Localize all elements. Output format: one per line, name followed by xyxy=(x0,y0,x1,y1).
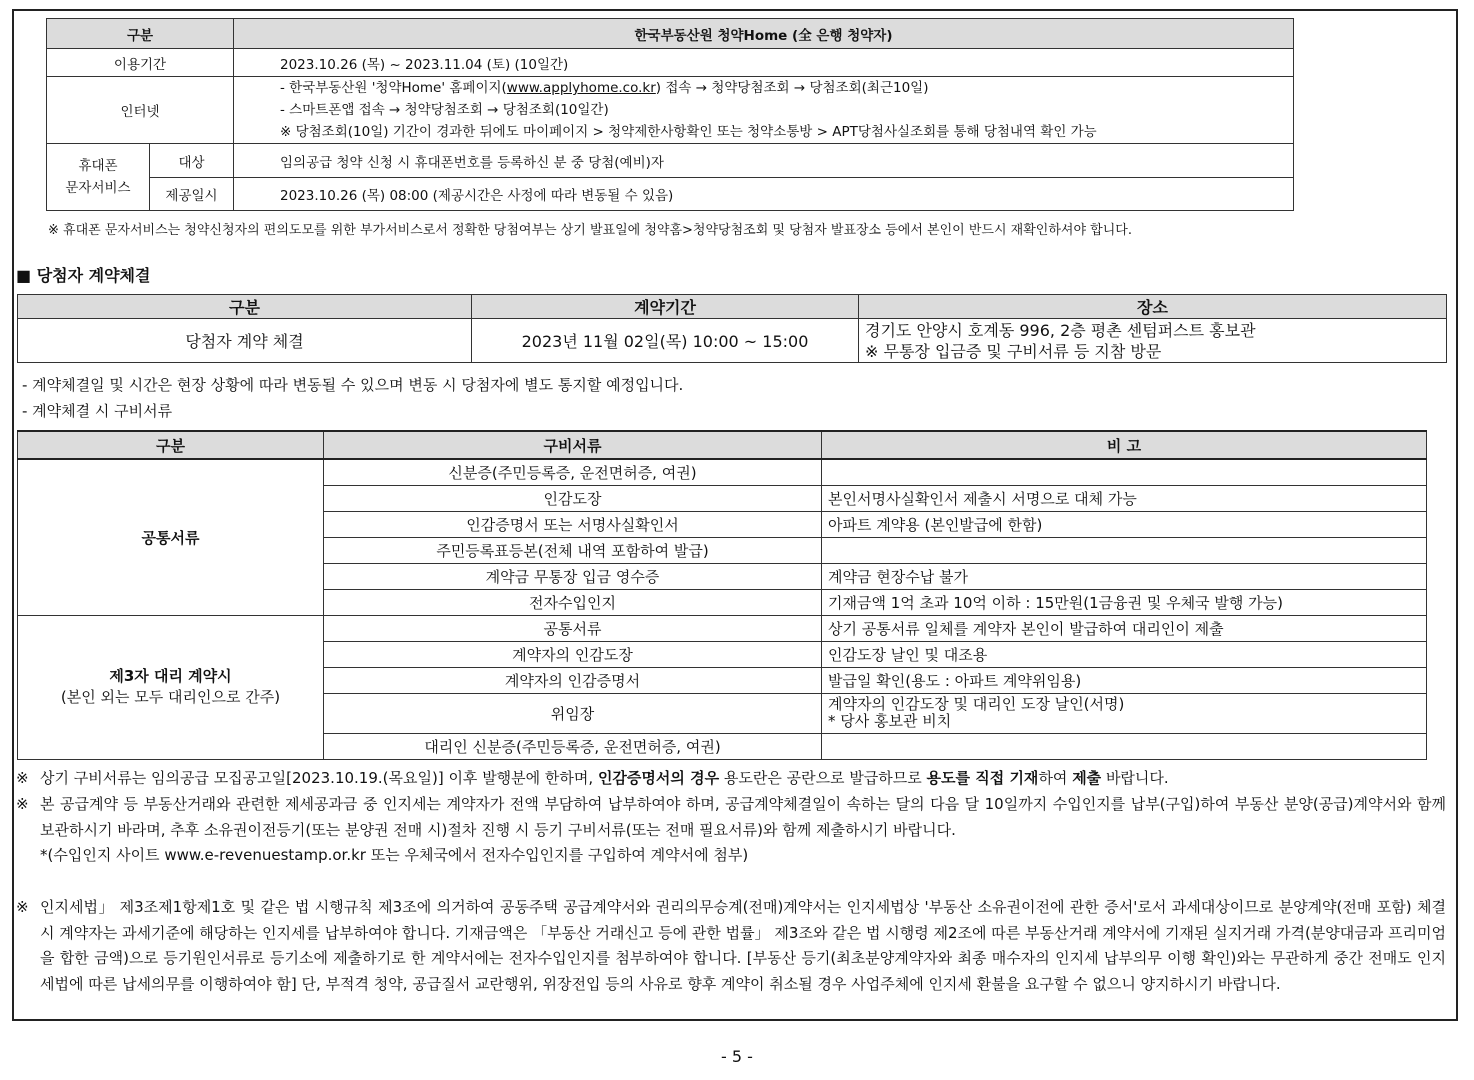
note-cell xyxy=(822,733,1427,759)
note-cell: 인감도장 날인 및 대조용 xyxy=(822,641,1427,667)
contract-header-period: 계약기간 xyxy=(472,295,859,319)
sms-label-1: 휴대폰 xyxy=(78,158,118,174)
note-mark: ※ xyxy=(16,898,29,916)
fn1-f: 제출 xyxy=(1072,769,1102,787)
note-cell xyxy=(822,693,1427,733)
sms-label xyxy=(47,144,150,211)
note-mark: ※ xyxy=(16,769,29,787)
note-line2: * 당사 홍보관 비치 xyxy=(828,712,952,730)
footnote-1 xyxy=(16,766,1446,792)
doc-cell: 공통서류 xyxy=(324,615,822,641)
doc-cell: 대리인 신분증(주민등록증, 운전면허증, 여권) xyxy=(324,733,822,759)
note-cell: 계약금 현장수납 불가 xyxy=(822,563,1427,589)
group-common-label: 공통서류 xyxy=(18,459,324,615)
note-cell: 아파트 계약용 (본인발급에 한함) xyxy=(822,511,1427,537)
sms-label-2: 문자서비스 xyxy=(65,180,131,196)
target-value: 임의공급 청약 신청 시 휴대폰번호를 등록하신 분 중 당첨(예비)자 xyxy=(234,144,1294,178)
note-cell xyxy=(822,537,1427,563)
doc-cell: 위임장 xyxy=(324,693,822,733)
doc-cell: 주민등록표등본(전체 내역 포함하여 발급) xyxy=(324,537,822,563)
header-applyhome: 한국부동산원 청약Home (全 은행 청약자) xyxy=(234,19,1294,49)
note-cell: 상기 공통서류 일체를 계약자 본인이 발급하여 대리인이 제출 xyxy=(822,615,1427,641)
doc-cell: 신분증(주민등록증, 운전면허증, 여권) xyxy=(324,459,822,485)
contract-period: 2023년 11월 02일(목) 10:00 ~ 15:00 xyxy=(472,319,859,363)
doc-cell: 계약자의 인감도장 xyxy=(324,641,822,667)
sms-note: ※ 휴대폰 문자서비스는 청약신청자의 편의도모를 위한 부가서비스로서 정확한 당첨여부는 상기 발표일에 청약홈>청약당첨조회 및 당첨자 발표장소 등에서 본인이 반드시 재확인하셔야 합니다. xyxy=(48,223,1132,238)
doc-cell: 인감도장 xyxy=(324,485,822,511)
section-title: ■ 당첨자 계약체결 xyxy=(16,266,151,285)
fn1-b: 인감증명서의 경우 xyxy=(597,769,720,787)
contract-place-line1: 경기도 안양시 호계동 996, 2층 평촌 센텀퍼스트 홍보관 xyxy=(865,320,1256,340)
date-value: 2023.10.26 (목) 08:00 (제공시간은 사정에 따라 변동될 수 있음) xyxy=(234,178,1294,211)
contract-place-line2: ※ 무통장 입금증 및 구비서류 등 지참 방문 xyxy=(865,341,1162,361)
contract-table xyxy=(17,294,1447,363)
footnote-2 xyxy=(16,792,1446,843)
fn2-text: 본 공급계약 등 부동산거래와 관련한 제세공과금 중 인지세는 계약자가 전액 부담하여 납부하여야 하며, 공급계약체결일이 속하는 달의 다음 달 10일까지 수입인지를 납부(구입)하여 부동산 분양(공급)계약서와 함께 보관하시기 바라며, 추후 소유권이전등기(또는 분양권 전매 시)절차 진행 시 등기 구비서류(또는 전매 필요서류)와 함께 제출하시기 바랍니다. xyxy=(40,795,1446,839)
fn2-sub-text: *(수입인지 사이트 www.e-revenuestamp.or.kr 또는 우체국에서 전자수입인지를 구입하여 계약서에 첨부) xyxy=(40,846,749,864)
dash-note-1: - 계약체결일 및 시간은 현장 상황에 따라 변동될 수 있으며 변동 시 당첨자에 별도 통지할 예정입니다. xyxy=(22,376,684,394)
note-cell xyxy=(822,459,1427,485)
internet-line1-pre: - 한국부동산원 '청약Home' 홈페이지( xyxy=(280,80,507,96)
note-cell: 발급일 확인(용도 : 아파트 계약위임용) xyxy=(822,667,1427,693)
period-label: 이용기간 xyxy=(47,49,234,77)
fn3-text: 인지세법」 제3조제1항제1호 및 같은 법 시행규칙 제3조에 의거하여 공동주택 공급계약서와 권리의무승계(전매)계약서는 인지세법상 '부동산 소유권이전에 관한 증서'로서 과세대상이므로 분양계약(전매 포함) 체결 시 계약자는 과세기준에 해당하는 인지세를 납부하여야 합니다. 기재금액은 「부동산 거래신고 등에 관한 법률」 제3조와 같은 법 시행령 제2조에 따른 부동산거래 계약서에 기재된 실지거래 가격(분양대금과 프리미엄을 합한 금액)으로 등기원인서류로 등기소에 제출하기로 한 계약서에는 전자수입인지를 첨부하여야 합니다. [부동산 등기(최초분양계약자와 최종 매수자의 인지세 납부의무 이행 확인)와는 무관하게 중간 전매도 인지세법에 따른 납세의무를 이행하여야 함] 단, 부적격 청약, 공급질서 교란행위, 위장전입 등의 사유로 향후 계약이 취소될 경우 사업주체에 인지세 환불을 요구할 수 없으니 양지하시기 바랍니다. xyxy=(40,898,1446,993)
contract-category: 당첨자 계약 체결 xyxy=(18,319,472,363)
footnote-3 xyxy=(16,895,1446,997)
note-mark: ※ xyxy=(16,795,29,813)
group-proxy-label xyxy=(18,615,324,759)
dash-note-2: - 계약체결 시 구비서류 xyxy=(22,402,173,420)
note-line1: 계약자의 인감도장 및 대리인 도장 날인(서명) xyxy=(828,695,1125,713)
fn1-e: 하여 xyxy=(1038,769,1073,787)
docs-header-docs: 구비서류 xyxy=(324,431,822,459)
header-category: 구분 xyxy=(47,19,234,49)
contract-header-place: 장소 xyxy=(859,295,1447,319)
group-proxy-sub: (본인 외는 모두 대리인으로 간주) xyxy=(60,688,281,706)
date-label: 제공일시 xyxy=(150,178,234,211)
contract-place xyxy=(859,319,1447,363)
applyhome-link[interactable]: www.applyhome.co.kr xyxy=(506,80,656,96)
doc-cell: 전자수입인지 xyxy=(324,589,822,615)
winner-lookup-table xyxy=(46,18,1294,211)
doc-cell: 계약금 무통장 입금 영수증 xyxy=(324,563,822,589)
period-value: 2023.10.26 (목) ~ 2023.11.04 (토) (10일간) xyxy=(234,49,1294,77)
docs-header-category: 구분 xyxy=(18,431,324,459)
documents-table xyxy=(17,430,1427,760)
docs-header-note: 비 고 xyxy=(822,431,1427,459)
doc-cell: 계약자의 인감증명서 xyxy=(324,667,822,693)
fn1-g: 바랍니다. xyxy=(1101,769,1169,787)
footnote-2-sub xyxy=(16,843,1446,869)
page-number: - 5 - xyxy=(721,1047,753,1066)
internet-line1-post: ) 접속 → 청약당첨조회 → 당첨조회(최근10일) xyxy=(655,80,929,96)
internet-label: 인터넷 xyxy=(47,77,234,144)
group-proxy-title: 제3자 대리 계약시 xyxy=(109,667,232,685)
target-label: 대상 xyxy=(150,144,234,178)
note-cell: 본인서명사실확인서 제출시 서명으로 대체 가능 xyxy=(822,485,1427,511)
internet-line3: ※ 당첨조회(10일) 기간이 경과한 뒤에도 마이페이지 > 청약제한사항확인 또는 청약소통방 > APT당첨사실조회를 통해 당첨내역 확인 가능 xyxy=(280,124,1097,140)
note-cell: 기재금액 1억 초과 10억 이하 : 15만원(1금융권 및 우체국 발행 가능) xyxy=(822,589,1427,615)
internet-line2: - 스마트폰앱 접속 → 청약당첨조회 → 당첨조회(10일간) xyxy=(280,102,609,118)
doc-cell: 인감증명서 또는 서명사실확인서 xyxy=(324,511,822,537)
internet-value xyxy=(234,77,1294,144)
fn1-a: 상기 구비서류는 임의공급 모집공고일[2023.10.19.(목요일)] 이후 발행분에 한하며, xyxy=(40,769,598,787)
fn1-c: 용도란은 공란으로 발급하므로 xyxy=(719,769,927,787)
contract-header-category: 구분 xyxy=(18,295,472,319)
fn1-d: 용도를 직접 기재 xyxy=(926,769,1039,787)
